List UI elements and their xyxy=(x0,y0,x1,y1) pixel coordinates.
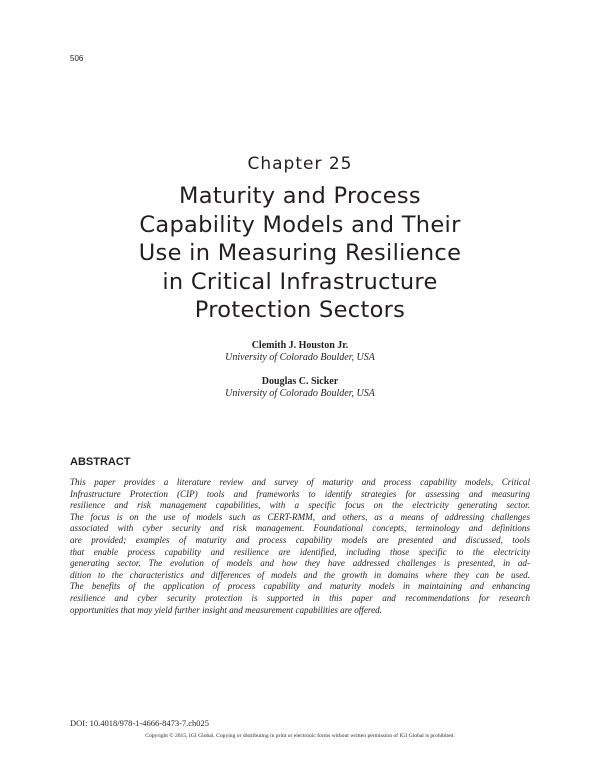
title-line: Use in Measuring Resilience xyxy=(138,240,462,266)
author-name: Douglas C. Sicker xyxy=(261,376,339,387)
copyright-notice: Copyright © 2015, IGI Global. Copying or distributing in print or electronic forms without written permission of IGI Global is prohibited. xyxy=(145,733,455,739)
author-block-1 xyxy=(0,340,600,364)
title-line: in Critical Infrastructure xyxy=(162,268,438,295)
abstract-line: The focus is on the use of models such as CERT-RMM, and others, as a means of addressing challenges xyxy=(70,511,530,522)
abstract-line: The benefits of the application of process capability and maturity models in maintaining and enhancing xyxy=(70,581,530,592)
doi: DOI: 10.4018/978-1-4666-8473-7.ch025 xyxy=(70,718,210,728)
title-line: Maturity and Process xyxy=(179,183,421,209)
chapter-title xyxy=(60,182,540,325)
abstract-line: Infrastructure Protection (CIP) tools and frameworks to identify strategies for assessing and measuring xyxy=(70,488,530,499)
abstract-line: resilience and risk management capabilities, with a specific focus on the electricity generating sector. xyxy=(70,500,530,511)
abstract-line: generating sector. The evolution of models and how they have addressed challenges is presented, in ad- xyxy=(70,558,530,569)
abstract-body xyxy=(70,477,530,616)
abstract-line: associated with cyber security and risk management. Foundational concepts, terminology and definitions xyxy=(70,523,530,534)
author-affiliation: University of Colorado Boulder, USA xyxy=(225,352,375,363)
author-name: Clemith J. Houston Jr. xyxy=(251,340,349,351)
title-line: Capability Models and Their xyxy=(139,211,461,238)
chapter-label: Chapter 25 xyxy=(247,154,353,174)
author-block-2 xyxy=(0,376,600,400)
abstract-line: opportunities that may yield further insight and measurement capabilities are offered. xyxy=(70,604,382,615)
abstract-line: resilience and cyber security protection is supported in this paper and recommendations for research xyxy=(70,592,530,603)
abstract-line: dition to the characteristics and differences of models and the growth in domains where they can be used. xyxy=(70,569,530,580)
title-line: Protection Sectors xyxy=(194,297,406,323)
abstract-line: that enable process capability and resilience are identified, including those specific to the electricity xyxy=(70,546,530,557)
abstract-heading: ABSTRACT xyxy=(70,456,131,468)
abstract-line: are provided; examples of maturity and process capability models are presented and discussed, tools xyxy=(70,534,530,545)
abstract-line: This paper provides a literature review and survey of maturity and process capability models, Critical xyxy=(70,477,530,487)
author-affiliation: University of Colorado Boulder, USA xyxy=(225,388,375,399)
page-number: 506 xyxy=(70,54,84,63)
